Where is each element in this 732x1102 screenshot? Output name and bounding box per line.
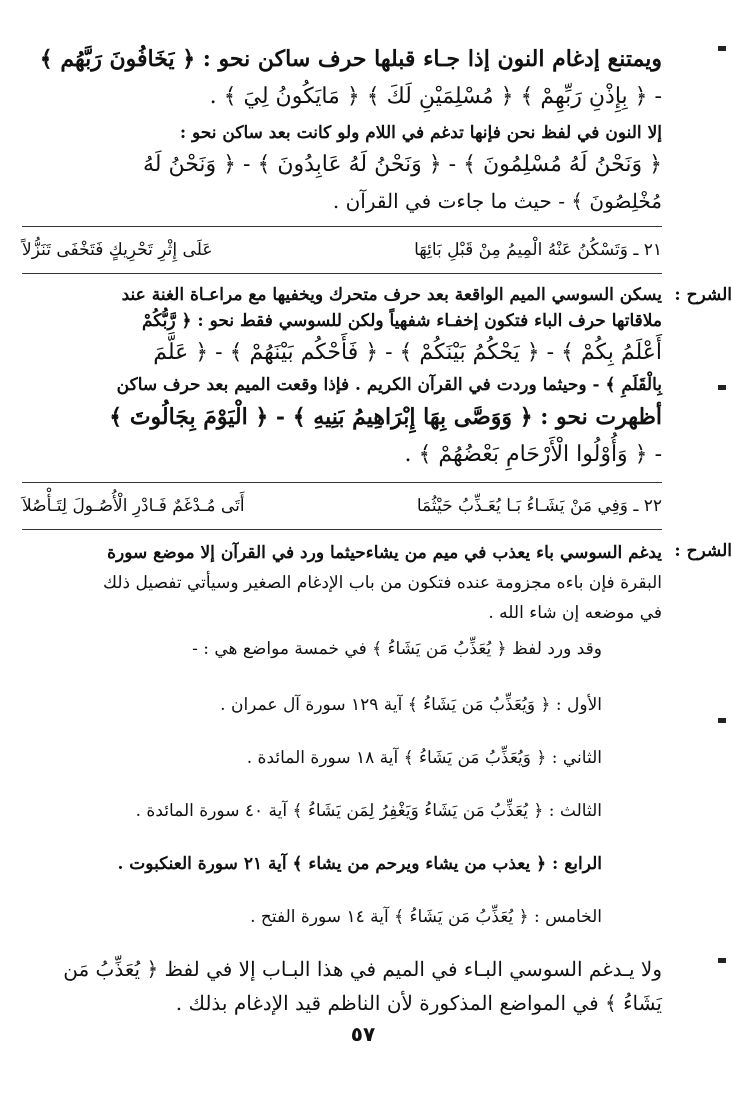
verse-hemistich-left: عَلَى إِثْرِ تَحْرِيكٍ فَتَخْفَى تَنَزُّلاً	[22, 240, 213, 260]
verse-hemistich-right: ٢١ ـ وَتَسْكُنُ عَنْهُ الْمِيمُ مِنْ قَبْلِ بَائِهَا	[414, 240, 662, 260]
page-number: ٥٧	[350, 1022, 376, 1046]
divider	[22, 529, 662, 530]
commentary-label: الشرح :	[674, 285, 732, 305]
intro-line: إلا النون في لفظ نحن فإنها تدغم في اللام ولو كانت بعد ساكن نحو :	[179, 123, 662, 143]
verse-hemistich-right: ٢٢ ـ وَفِي مَنْ يَشَـاءُ بَـا يُعَـذِّبُ حَيْثُمَا	[416, 496, 662, 516]
closing-line: يَشَاءُ ﴾ في المواضع المذكورة لأن الناظم قيد الإدغام بذلك .	[175, 991, 662, 1015]
poem-verse-22	[22, 491, 662, 521]
commentary-line: يسكن السوسي الميم الواقعة بعد حرف متحرك ويخفيها مع مراعـاة الغنة عند	[121, 285, 662, 305]
intro-section	[22, 40, 662, 218]
commentary-line: ملاقاتها حرف الباء فتكون إخفـاء شفهياً ولكن للسوسي فقط نحو : ﴿ رَّبُّكُمْ	[141, 311, 662, 331]
commentary-block	[22, 538, 732, 670]
divider	[22, 273, 662, 274]
closing-line: ولا يـدغم السوسي البـاء في الميم في هذا البـاب إلا في لفظ ﴿ يُعَذِّبُ مَن	[63, 957, 662, 981]
list-item: الثاني : ﴿ وَيُعَذِّبُ مَن يَشَاءُ ﴾ آية ١٨ سورة المائدة .	[246, 748, 602, 768]
places-list	[22, 687, 662, 935]
commentary-block	[22, 282, 732, 474]
commentary-line: البقرة فإن باءه مجزومة عنده فتكون من باب الإدغام الصغير وسيأتي تفصيل ذلك	[103, 573, 662, 593]
margin-mark	[718, 46, 726, 51]
commentary-line: يدغم السوسي باء يعذب في ميم من يشاءحيثما ورد في القرآن إلا موضع سورة	[107, 543, 662, 563]
closing-paragraph	[22, 952, 662, 1020]
page-content	[22, 40, 732, 1020]
commentary-line: أَعْلَمُ بِكُمْ ﴾ - ﴿ يَحْكُمُ بَيْنَكُمْ ﴾ - ﴿ فَأَحْكُم بَيْنَهُمْ ﴾ - ﴿ عَلَّمَ	[153, 340, 662, 365]
list-item: الرابع : ﴿ يعذب من يشاء ويرحم من يشاء ﴾ آية ٢١ سورة العنكبوت .	[117, 854, 602, 874]
commentary-line: - ﴿ وَأُوْلُوا الْأَرْحَامِ بَعْضُهُمْ ﴾ .	[404, 442, 662, 467]
commentary-line: وقد ورد لفظ ﴿ يُعَذِّبُ مَن يَشَاءُ ﴾ في خمسة مواضع هي : -	[192, 639, 602, 659]
list-item: الأول : ﴿ وَيُعَذِّبُ مَن يَشَاءُ ﴾ آية ١٢٩ سورة آل عمران .	[220, 695, 602, 715]
list-item: الخامس : ﴿ يُعَذِّبُ مَن يَشَاءُ ﴾ آية ١٤ سورة الفتح .	[250, 907, 602, 927]
margin-mark	[718, 718, 726, 723]
commentary-line: في موضعه إن شاء الله .	[488, 603, 662, 623]
commentary-line: أظهرت نحو : ﴿ وَوَصَّى بِهَا إِبْرَاهِيمُ بَنِيهِ ﴾ - ﴿ الْيَوْمَ بِجَالُوتَ ﴾	[109, 404, 662, 430]
poem-verse-21	[22, 235, 662, 265]
verse-hemistich-left: أَتَى مُـدْغَمٌ فَـادْرِ الْأُصُـولَ لِتَـأْصُلاَ	[22, 496, 245, 516]
margin-mark	[718, 385, 726, 390]
intro-line: - ﴿ بِإِذْنِ رَبِّهِمْ ﴾ ﴿ مُسْلِمَيْنِ لَكَ ﴾ ﴿ مَايَكُونُ لِيَ ﴾ .	[209, 84, 662, 109]
intro-line: ﴿ وَنَحْنُ لَهُ مُسْلِمُونَ ﴾ - ﴿ وَنَحْنُ لَهُ عَابِدُونَ ﴾ - ﴿ وَنَحْنُ لَهُ	[142, 152, 662, 177]
list-item: الثالث : ﴿ يُعَذِّبُ مَن يَشَاءُ وَيَغْفِرُ لِمَن يَشَاءُ ﴾ آية ٤٠ سورة المائدة .	[135, 801, 602, 821]
intro-line: ويمتنع إدغام النون إذا جـاء قبلها حرف ساكن نحو : ﴿ يَخَافُونَ رَبَّهُم ﴾	[39, 46, 662, 72]
divider	[22, 226, 662, 227]
divider	[22, 482, 662, 483]
intro-line: مُخْلِصُونَ ﴾ - حيث ما جاءت في القرآن .	[332, 189, 662, 213]
margin-mark	[718, 958, 726, 963]
commentary-label: الشرح :	[674, 541, 732, 561]
commentary-line: بِالْقَلَمِ ﴾ - وحيثما وردت في القرآن الكريم . فإذا وقعت الميم بعد حرف ساكن	[116, 375, 662, 395]
